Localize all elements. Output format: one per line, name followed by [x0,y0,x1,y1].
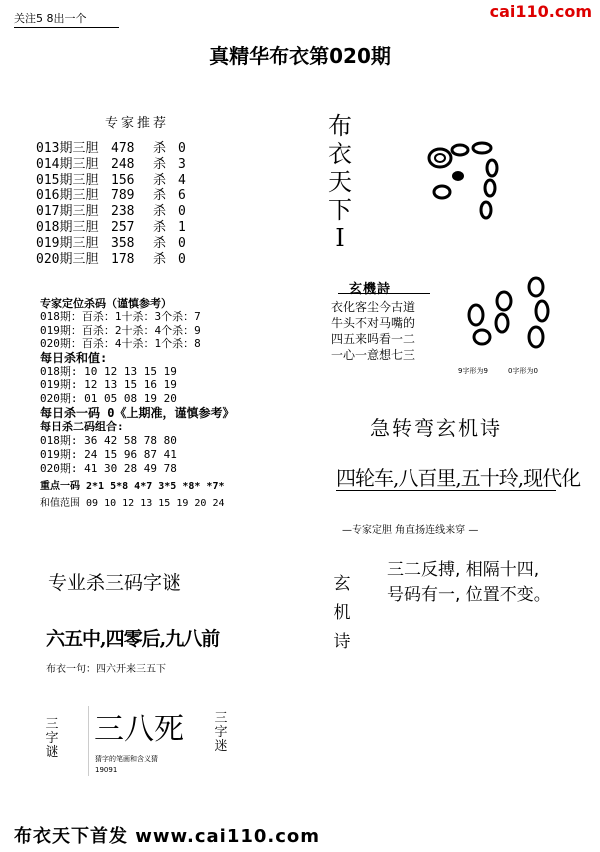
location-kill-block [40,297,201,405]
daily-one-block [40,406,234,511]
daily-sum-row: 020期: 01 05 08 19 20 [40,391,177,405]
bu-yi-vertical-title: 布衣天下I [328,112,352,252]
daily-one-title: 每日杀一码 0《上期准，谨慎参考》 [40,406,235,420]
expert-row: 018期三胆 257 杀 1 [36,219,186,235]
poem-line: 衣化客尘今古道 [331,300,416,314]
location-row: 020期：百杀：4十杀：1个杀：8 [40,337,201,351]
expert-list [36,141,186,267]
location-row: 019期：百杀：2十杀：4个杀：9 [40,323,201,337]
pair-row: 019期: 24 15 96 87 41 [40,448,177,461]
poem2-line: 号码有一, 位置不变。 [387,585,551,605]
expert-title: 专家推荐 [105,116,170,131]
zero-caption: 0字形为0 [508,367,538,375]
expert-row: 020期三胆 178 杀 0 [36,251,186,267]
expert-row: 017期三胆 238 杀 0 [36,204,186,220]
riddle-main: 六五中,四零后,九八前 [46,628,220,650]
poem-line: 四五来吗看一二 [331,332,416,346]
riddle-center: 三八死 [94,712,184,747]
key-code: 重点一码 2*1 5*8 4*7 3*5 *8* *7* [40,481,225,492]
expert-row: 015期三胆 156 杀 4 [36,172,186,188]
nine-chain-icon [420,140,510,230]
zero-chain-icon [460,275,555,360]
riddle-left-vert: 三字谜 [45,717,59,760]
four-wheels-line: 四轮车,八百里,五十玲,现代化 [336,466,581,490]
expert-row: 016期三胆 789 杀 6 [36,188,186,204]
xuanji-vertical-title: 玄机诗 [333,574,351,652]
poem-line: 一心一意想七三 [331,348,416,362]
riddle-note-number: 19091 [95,766,118,774]
page-title: 真精华布衣第020期 [209,44,391,68]
top-note: 关注5 8出一个 [14,12,87,25]
expert-row: 019期三胆 358 杀 0 [36,235,186,251]
daily-sum-title: 每日杀和值: [40,350,108,365]
pair-row: 018期: 36 42 58 78 80 [40,434,177,447]
riddle-note: 猜字的笔画和含义猜 [95,755,158,763]
nine-caption: 9字形为9 [458,367,488,375]
daily-sum-row: 019期: 12 13 15 16 19 [40,378,177,392]
pair-title: 每日杀二码组合: [40,420,124,433]
site-logo[interactable]: cai110.com [489,2,592,21]
top-divider [14,27,119,28]
xuanji-title: 玄機詩 [349,282,392,297]
footer-banner[interactable]: 布衣天下首发 www.cai110.com [14,826,321,847]
bu-yi-line: 布衣一句：四六开来三五下 [46,664,166,675]
expert-row: 013期三胆 478 杀 0 [36,141,186,156]
poem2-line: 三二反搏, 相隔十四, [387,560,540,580]
sum-range: 和值范围 09 10 12 13 15 19 20 24 [40,498,225,509]
expert-row: 014期三胆 248 杀 3 [36,156,186,172]
poem-line: 牛头不对马嘴的 [331,316,416,330]
urgent-poem-title: 急转弯玄机诗 [370,416,502,440]
xuanji-poem [331,299,415,363]
location-row: 018期：百杀：1十杀：3个杀：7 [40,310,201,324]
wheels-divider [336,490,556,491]
daily-sum-row: 018期: 10 12 13 15 19 [40,365,177,379]
expert-dan-line: —专家定胆 角直扬连线来穿 — [342,525,479,536]
riddle-title: 专业杀三码字谜 [48,572,182,594]
pair-row: 020期: 41 30 28 49 78 [40,462,177,475]
xuanji-divider [338,293,430,294]
riddle-right-vert: 三字迷 [214,711,228,754]
location-title: 专家定位杀码（谨慎参考） [40,297,172,310]
xuanji-poem-2 [387,558,551,608]
